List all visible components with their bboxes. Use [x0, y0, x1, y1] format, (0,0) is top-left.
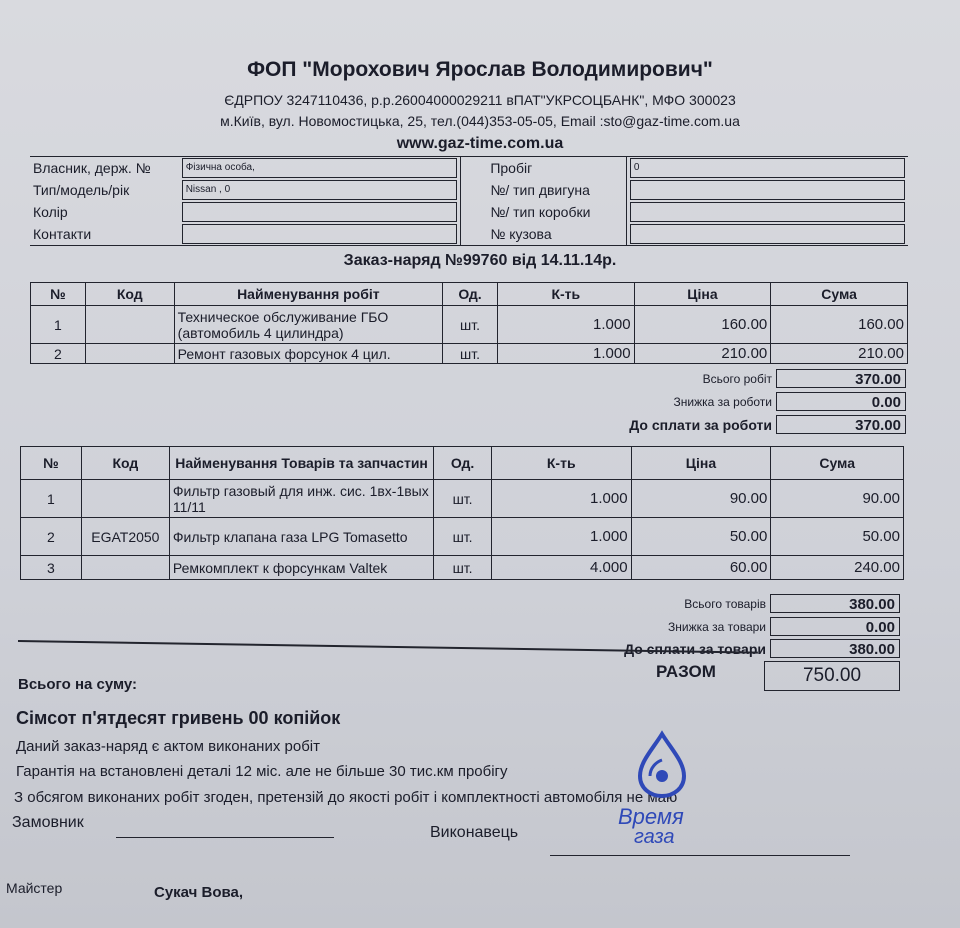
company-name: ФОП "Морохович Ярослав Володимирович"	[247, 58, 713, 81]
works-cell-sum: 160.00	[771, 306, 908, 344]
goods-cell-name: Фильтр клапана газа LPG Tomasetto	[169, 518, 433, 556]
works-cell-sum: 210.00	[771, 344, 908, 364]
stamp-text-1: Время	[618, 804, 684, 829]
goods-cell-qty: 1.000	[491, 518, 631, 556]
works-header-code: Код	[85, 283, 174, 306]
works-cell-code	[85, 344, 174, 364]
goods-cell-name: Ремкомплект к форсункам Valtek	[169, 556, 433, 580]
works-discount-row	[500, 392, 906, 411]
goods-header-unit: Од.	[434, 447, 492, 480]
model-label: Тип/модель/рік	[33, 182, 130, 198]
gearbox-value	[630, 202, 905, 222]
executor-signature-line	[550, 855, 850, 856]
company-details: ЄДРПОУ 3247110436, р.р.26004000029211 вПАТ"УКРСОЦБАНК", МФО 300023	[224, 92, 736, 108]
goods-pay-value: 380.00	[770, 639, 900, 658]
sum-label: Всього на суму:	[18, 676, 138, 693]
works-header-qty: К-ть	[497, 283, 634, 306]
contacts-value	[182, 224, 457, 244]
vehicle-info-table	[30, 156, 908, 246]
goods-cell-n: 3	[21, 556, 82, 580]
goods-table	[20, 446, 904, 580]
master-label: Майстер	[6, 880, 63, 896]
goods-cell-unit: шт.	[434, 480, 492, 518]
order-title: Заказ-наряд №99760 від 14.11.14р.	[343, 252, 617, 269]
goods-cell-price: 50.00	[631, 518, 771, 556]
engine-value	[630, 180, 905, 200]
goods-header-qty: К-ть	[491, 447, 631, 480]
goods-total-row	[480, 594, 900, 613]
goods-header-price: Ціна	[631, 447, 771, 480]
customer-label: Замовник	[12, 814, 84, 831]
master-name: Сукач Вова,	[154, 884, 244, 901]
owner-value: Фізична особа,	[182, 158, 457, 178]
works-cell-name: Техническое обслуживание ГБО (автомобиль 4 цилиндра)	[174, 306, 442, 344]
goods-cell-n: 1	[21, 480, 82, 518]
goods-cell-qty: 4.000	[491, 556, 631, 580]
works-total-label: Всього робіт	[702, 371, 772, 386]
goods-cell-code: EGAT2050	[81, 518, 169, 556]
note-warranty: Гарантія на встановлені деталі 12 міс. але не більше 30 тис.км пробігу	[16, 763, 508, 780]
goods-discount-label: Знижка за товари	[668, 619, 766, 634]
goods-total-value: 380.00	[770, 594, 900, 613]
body-value	[630, 224, 905, 244]
gearbox-label: №/ тип коробки	[490, 204, 591, 220]
works-header-name: Найменування робіт	[174, 283, 442, 306]
goods-header-name: Найменування Товарів та запчастин	[169, 447, 433, 480]
model-value: Nissan , 0	[182, 180, 457, 200]
works-cell-n: 1	[31, 306, 86, 344]
goods-header-code: Код	[81, 447, 169, 480]
works-cell-price: 210.00	[634, 344, 771, 364]
works-cell-unit: шт.	[443, 344, 498, 364]
works-pay-label: До сплати за роботи	[629, 416, 772, 433]
grand-total-value: 750.00	[764, 661, 900, 691]
note-act: Даний заказ-наряд є актом виконаних робіт	[16, 738, 320, 755]
grand-total-label: РАЗОМ	[656, 662, 716, 681]
goods-cell-sum: 90.00	[771, 480, 904, 518]
works-table	[30, 282, 908, 364]
works-cell-qty: 1.000	[497, 344, 634, 364]
customer-signature-line	[116, 837, 334, 838]
company-website: www.gaz-time.com.ua	[396, 135, 564, 152]
body-label: № кузова	[490, 226, 552, 242]
goods-cell-n: 2	[21, 518, 82, 556]
table-row	[21, 556, 904, 580]
goods-cell-code	[81, 480, 169, 518]
works-cell-n: 2	[31, 344, 86, 364]
works-total-value: 370.00	[776, 369, 906, 388]
works-cell-name: Ремонт газовых форсунок 4 цил.	[174, 344, 442, 364]
color-value	[182, 202, 457, 222]
works-discount-value: 0.00	[776, 392, 906, 411]
goods-header-sum: Сума	[771, 447, 904, 480]
company-logo-stamp	[600, 730, 720, 850]
gas-drop-icon	[600, 730, 720, 800]
goods-cell-price: 90.00	[631, 480, 771, 518]
table-row	[31, 344, 908, 364]
goods-cell-code	[81, 556, 169, 580]
color-label: Колір	[33, 204, 68, 220]
stamp-text-2: газа	[634, 826, 675, 848]
goods-cell-sum: 50.00	[771, 518, 904, 556]
works-cell-price: 160.00	[634, 306, 771, 344]
executor-label: Виконавець	[430, 824, 519, 841]
works-header-price: Ціна	[634, 283, 771, 306]
works-pay-row	[500, 415, 906, 434]
works-cell-code	[85, 306, 174, 344]
note-agreement: З обсягом виконаних робіт згоден, претензій до якості робіт і комплектності автомобіля не маю	[14, 789, 678, 806]
works-header-n: №	[31, 283, 86, 306]
company-address: м.Київ, вул. Новомостицька, 25, тел.(044)353-05-05, Email :sto@gaz-time.com.ua	[220, 113, 740, 129]
works-cell-unit: шт.	[443, 306, 498, 344]
goods-discount-value: 0.00	[770, 617, 900, 636]
goods-cell-price: 60.00	[631, 556, 771, 580]
goods-cell-qty: 1.000	[491, 480, 631, 518]
works-total-row	[500, 369, 906, 388]
owner-label: Власник, держ. №	[33, 160, 151, 176]
works-cell-qty: 1.000	[497, 306, 634, 344]
mileage-label: Пробіг	[490, 160, 533, 176]
works-header-unit: Од.	[443, 283, 498, 306]
engine-label: №/ тип двигуна	[490, 182, 590, 198]
works-header-sum: Сума	[771, 283, 908, 306]
table-row	[21, 480, 904, 518]
goods-cell-unit: шт.	[434, 556, 492, 580]
works-discount-label: Знижка за роботи	[673, 394, 772, 409]
table-row	[21, 518, 904, 556]
contacts-label: Контакти	[33, 226, 92, 242]
goods-header-n: №	[21, 447, 82, 480]
goods-pay-label: До сплати за товари	[624, 640, 766, 657]
goods-total-label: Всього товарів	[684, 596, 766, 611]
goods-cell-unit: шт.	[434, 518, 492, 556]
table-row	[31, 306, 908, 344]
goods-discount-row	[480, 617, 900, 636]
goods-cell-sum: 240.00	[771, 556, 904, 580]
mileage-value: 0	[630, 158, 905, 178]
works-pay-value: 370.00	[776, 415, 906, 434]
goods-cell-name: Фильтр газовый для инж. сис. 1вх-1вых 11/11	[169, 480, 433, 518]
sum-in-words: Сімсот п'ятдесят гривень 00 копійок	[16, 708, 341, 728]
